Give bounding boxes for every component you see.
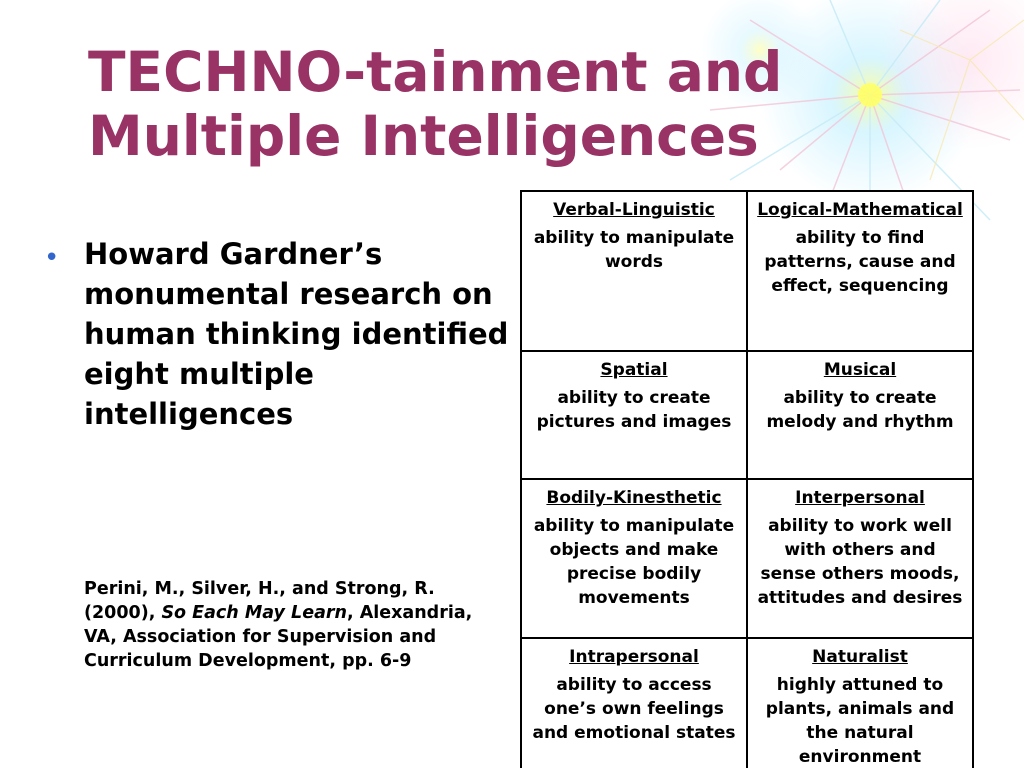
table-cell-logical-mathematical xyxy=(747,191,973,351)
table-row xyxy=(521,638,973,768)
table-cell-naturalist xyxy=(747,638,973,768)
page-title xyxy=(88,40,888,168)
table-cell-spatial xyxy=(521,351,747,479)
citation-book-title: So Each May Learn xyxy=(161,603,347,623)
cell-name: Intrapersonal xyxy=(569,647,699,667)
citation xyxy=(84,577,504,673)
cell-description: ability to create melody and rhythm xyxy=(766,388,954,432)
cell-description: ability to manipulate objects and make precise bodily movements xyxy=(533,516,735,608)
cell-name: Musical xyxy=(823,360,897,380)
table-row xyxy=(521,191,973,351)
bullet-dot-icon: • xyxy=(44,243,60,273)
cell-description: ability to create pictures and images xyxy=(536,388,732,432)
intelligences-table xyxy=(520,190,974,768)
citation-part-1: Perini, M., Silver, H., and Strong, R. (2000), xyxy=(84,579,435,623)
table-cell-bodily-kinesthetic xyxy=(521,479,747,638)
cell-name: Bodily-Kinesthetic xyxy=(546,488,722,508)
table-cell-verbal-linguistic xyxy=(521,191,747,351)
table-cell-interpersonal xyxy=(747,479,973,638)
bullet-text: Howard Gardner’s monumental research on human thinking identified eight multiple intelligences xyxy=(84,237,509,431)
table-cell-intrapersonal xyxy=(521,638,747,768)
cell-name: Logical-Mathematical xyxy=(757,200,963,220)
cell-name: Verbal-Linguistic xyxy=(553,200,715,220)
citation-part-2: , Alexandria, VA, Association for Supervision and Curriculum Development, pp. 6-9 xyxy=(84,603,473,671)
cell-name: Interpersonal xyxy=(795,488,925,508)
table-cell-musical xyxy=(747,351,973,479)
cell-name: Naturalist xyxy=(812,647,908,667)
cell-description: ability to access one’s own feelings and emotional states xyxy=(532,675,736,743)
cell-description: ability to work well with others and sense others moods, attitudes and desires xyxy=(757,516,963,608)
cell-description: ability to manipulate words xyxy=(533,228,735,272)
table-row xyxy=(521,351,973,479)
cell-description: ability to find patterns, cause and effect, sequencing xyxy=(764,228,956,296)
table-row xyxy=(521,479,973,638)
cell-description: highly attuned to plants, animals and the natural environment xyxy=(765,675,955,767)
bullet-list xyxy=(44,234,514,434)
cell-name: Spatial xyxy=(600,360,668,380)
title-line-1: TECHNO-tainment and xyxy=(88,40,783,104)
title-line-2: Multiple Intelligences xyxy=(88,104,759,168)
